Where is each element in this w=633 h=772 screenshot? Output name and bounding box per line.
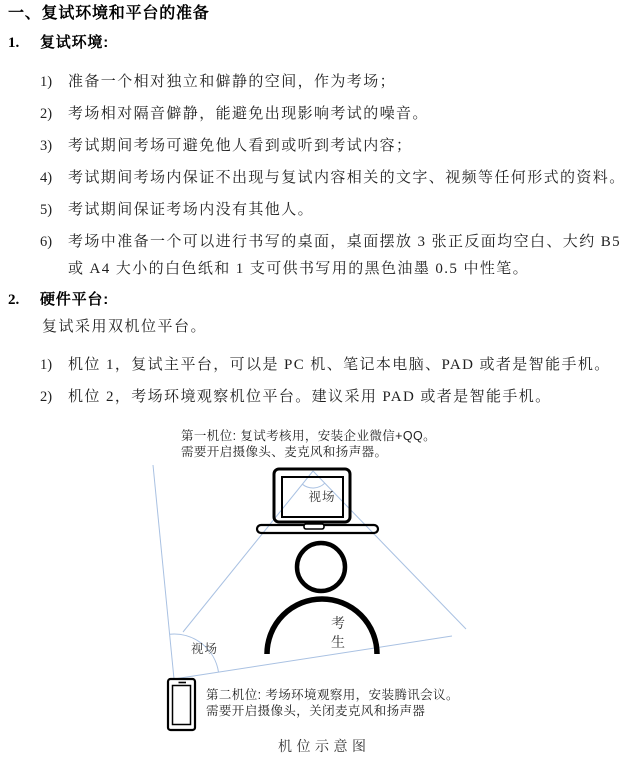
- phone-icon: [168, 679, 195, 730]
- item-number: 3): [40, 138, 53, 154]
- item-text: 考试期间考场内保证不出现与复试内容相关的文字、视频等任何形式的资料。: [68, 170, 626, 186]
- item-number: 6): [40, 234, 53, 250]
- camera1-note-line2: 需要开启摄像头、麦克风和扬声器。: [181, 444, 388, 459]
- person-label-top: 考: [331, 617, 345, 632]
- section1-number: 1.: [8, 35, 20, 51]
- item-number: 5): [40, 202, 53, 218]
- list-item: [40, 229, 632, 283]
- list-item: [40, 352, 632, 379]
- camera2-note-line1: 第二机位: 考场环境观察用，安装腾讯会议。: [206, 688, 459, 702]
- section2-list: [40, 352, 632, 416]
- item-number: 4): [40, 170, 53, 186]
- item-text: 准备一个相对独立和僻静的空间，作为考场；: [68, 74, 397, 90]
- list-item: [40, 384, 632, 411]
- camera1-note-line1: 第一机位: 复试考核用，安装企业微信+QQ。: [181, 429, 436, 443]
- laptop-fov-label: 视场: [308, 490, 336, 504]
- section2-heading-text: 硬件平台:: [40, 291, 109, 308]
- phone-fov-label: 视场: [191, 642, 219, 656]
- list-item: [40, 69, 632, 96]
- section1-heading: [8, 33, 109, 53]
- camera2-note-line2: 需要开启摄像头，关闭麦克风和扬声器: [206, 703, 426, 718]
- section2-intro: 复试采用双机位平台。: [42, 319, 208, 335]
- section1-heading-text: 复试环境:: [40, 34, 109, 51]
- section2-heading: [8, 290, 109, 310]
- list-item: [40, 133, 632, 160]
- camera-setup-diagram: [0, 440, 633, 772]
- section1-list: [40, 69, 632, 288]
- person-label-bottom: 生: [331, 636, 345, 651]
- item-text: 考试期间保证考场内没有其他人。: [68, 202, 315, 218]
- item-number: 1): [40, 74, 53, 90]
- diagram-caption: 机位示意图: [278, 740, 371, 755]
- list-item: [40, 165, 632, 192]
- item-text: 机位 2，考场环境观察机位平台。建议采用 PAD 或者是智能手机。: [68, 389, 552, 405]
- list-item: [40, 197, 632, 224]
- item-number: 2): [40, 106, 53, 122]
- item-text: 机位 1，复试主平台，可以是 PC 机、笔记本电脑、PAD 或者是智能手机。: [68, 357, 611, 373]
- item-number: 2): [40, 389, 53, 405]
- list-item: [40, 101, 632, 128]
- section2-number: 2.: [8, 292, 20, 308]
- page-title: 一、复试环境和平台的准备: [8, 5, 210, 22]
- item-text: 考场相对隔音僻静，能避免出现影响考试的噪音。: [68, 106, 429, 122]
- item-number: 1): [40, 357, 53, 373]
- item-text: 考场中准备一个可以进行书写的桌面，桌面摆放 3 张正反面均空白、大约 B5 或 A4 大小的白色纸和 1 支可供书写用的黑色油墨 0.5 中性笔。: [68, 234, 622, 277]
- person-icon: [267, 543, 377, 654]
- item-text: 考试期间考场可避免他人看到或听到考试内容；: [68, 138, 413, 154]
